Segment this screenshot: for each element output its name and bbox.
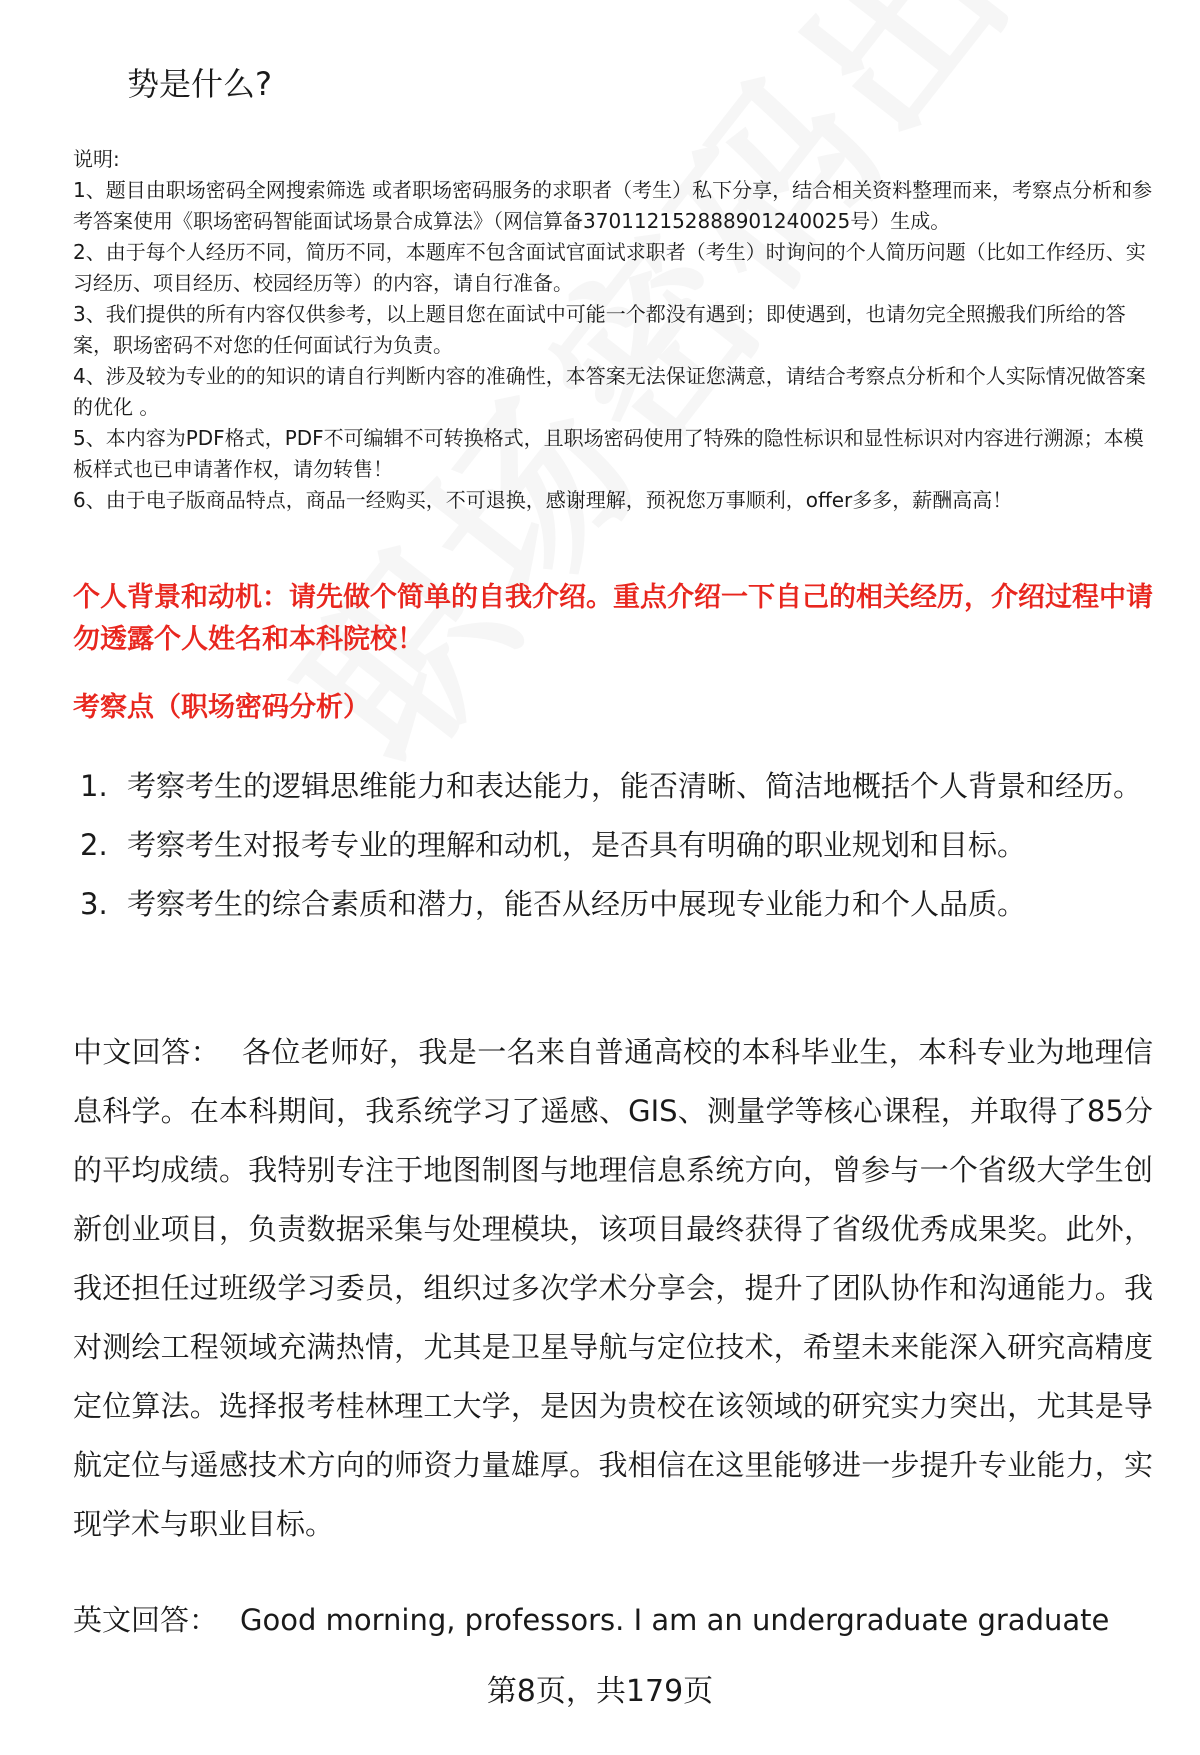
analysis-points <box>80 757 1150 934</box>
point-text: 考察考生的逻辑思维能力和表达能力，能否清晰、简洁地概括个人背景和经历。 <box>127 769 1143 803</box>
point-number: 2. <box>80 828 108 862</box>
analysis-point <box>80 816 1150 875</box>
analysis-point <box>80 875 1150 934</box>
question-heading: 个人背景和动机：请先做个简单的自我介绍。重点介绍一下自己的相关经历，介绍过程中请勿透露个人姓名和本科院校！ <box>73 582 1153 655</box>
page-title: 势是什么? <box>127 65 272 103</box>
notes-item: 6、由于电子版商品特点，商品一经购买，不可退换，感谢理解，预祝您万事顺利，offer多多，薪酬高高！ <box>73 488 1013 512</box>
point-number: 1. <box>80 769 108 803</box>
notes-item: 4、涉及较为专业的的知识的请自行判断内容的准确性，本答案无法保证您满意，请结合考察点分析和个人实际情况做答案的优化 。 <box>73 364 1146 419</box>
notes-item: 3、我们提供的所有内容仅供参考，以上题目您在面试中可能一个都没有遇到；即使遇到，也请勿完全照搬我们所给的答案，职场密码不对您的任何面试行为负责。 <box>73 302 1126 357</box>
notes-heading: 说明: <box>73 147 120 171</box>
point-text: 考察考生的综合素质和潜力，能否从经历中展现专业能力和个人品质。 <box>127 887 1027 921</box>
point-text: 考察考生对报考专业的理解和动机，是否具有明确的职业规划和目标。 <box>127 828 1027 862</box>
chinese-answer-text: 各位老师好，我是一名来自普通高校的本科毕业生，本科专业为地理信息科学。在本科期间，我系统学习了遥感、GIS、测量学等核心课程，并取得了85分的平均成绩。我特别专注于地图制图与地理信息系统方向，曾参与一个省级大学生创新创业项目，负责数据采集与处理模块，该项目最终获得了省级优秀成果奖。此外，我还担任过班级学习委员，组织过多次学术分享会，提升了团队协作和沟通能力。我对测绘工程领域充满热情，尤其是卫星导航与定位技术，希望未来能深入研究高精度定位算法。选择报考桂林理工大学，是因为贵校在该领域的研究实力突出，尤其是导航定位与遥感技术方向的师资力量雄厚。我相信在这里能够进一步提升专业能力，实现学术与职业目标。 <box>73 1035 1153 1541</box>
page-number: 第8页，共179页 <box>486 1674 714 1709</box>
notes-item: 1、题目由职场密码全网搜索筛选 或者职场密码服务的求职者（考生）私下分享，结合相关资料整理而来，考察点分析和参考答案使用《职场密码智能面试场景合成算法》（网信算备370112152888901240025号）生成。 <box>73 178 1153 233</box>
analysis-point <box>80 757 1150 816</box>
point-number: 3. <box>80 887 108 921</box>
notes-item: 5、本内容为PDF格式，PDF不可编辑不可转换格式，且职场密码使用了特殊的隐性标识和显性标识对内容进行溯源；本模板样式也已申请著作权，请勿转售！ <box>73 426 1144 481</box>
analysis-heading: 考察点（职场密码分析） <box>73 692 370 723</box>
chinese-answer <box>73 1023 1153 1554</box>
english-answer <box>73 1591 1153 1650</box>
notes-item: 2、由于每个人经历不同，简历不同，本题库不包含面试官面试求职者（考生）时询问的个人简历问题（比如工作经历、实习经历、项目经历、校园经历等）的内容，请自行准备。 <box>73 240 1146 295</box>
english-answer-text: Good morning, professors. I am an undergraduate graduate <box>240 1603 1110 1637</box>
english-answer-label: 英文回答： <box>73 1603 219 1637</box>
chinese-answer-label: 中文回答： <box>73 1035 220 1069</box>
notes-section <box>73 144 1153 516</box>
